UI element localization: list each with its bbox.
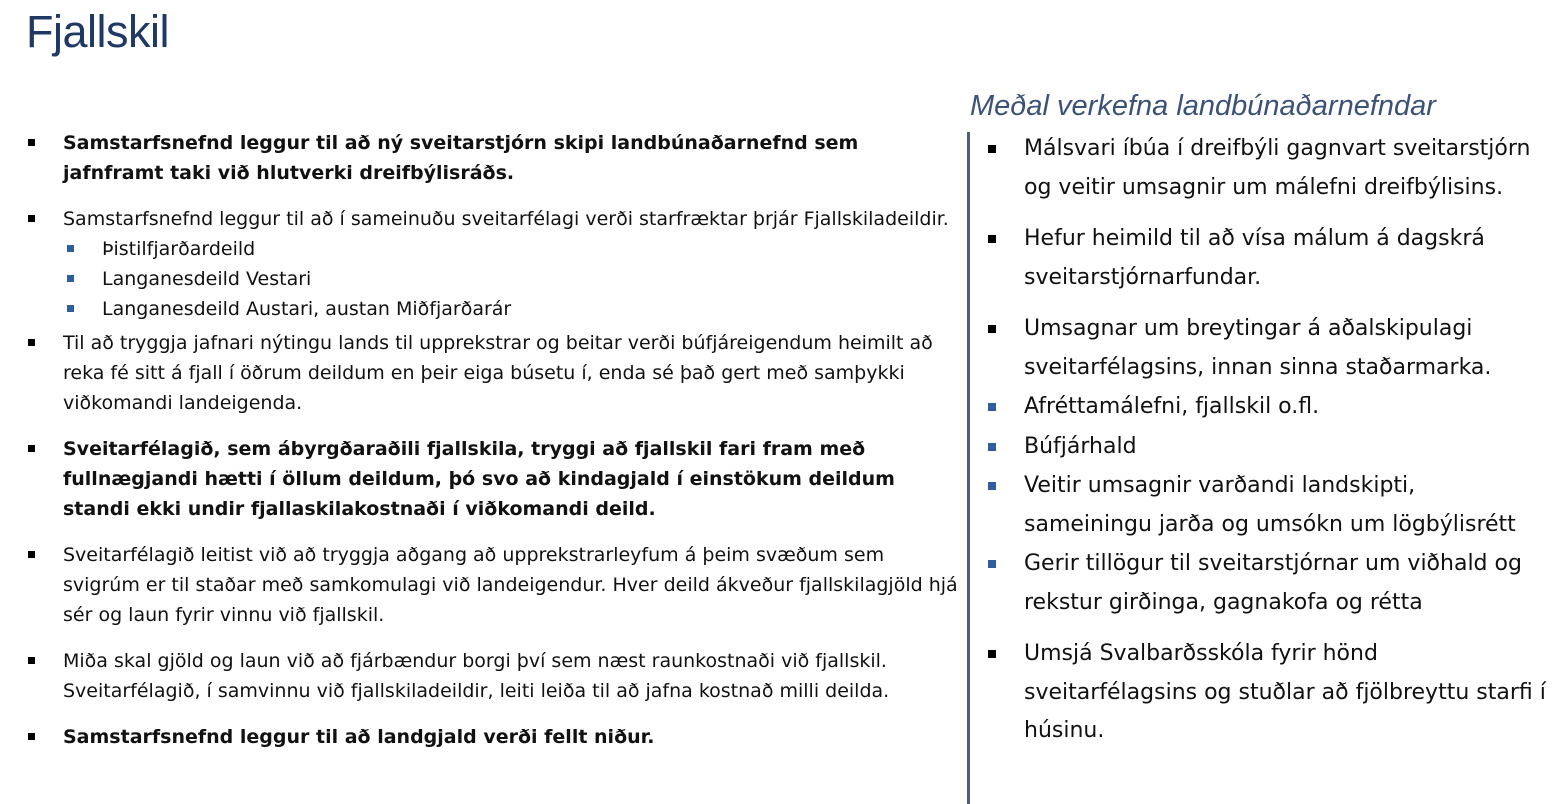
list-item-text: Umsjá Svalbarðsskóla fyrir hönd sveitarfélagsins og stuðlar að fjölbreyttu starfi í húsinu. <box>1024 641 1546 743</box>
vertical-divider <box>967 132 970 804</box>
slide-title: Fjallskil <box>26 6 170 57</box>
list-item <box>28 540 958 630</box>
square-bullet-icon <box>28 551 35 558</box>
list-item-text: Miða skal gjöld og laun við að fjárbændur borgi því sem næst raunkostnaði við fjallskil. Sveitarfélagið, í samvinnu við fjallskiladeildir, leiti leiða til að jafna kostnað milli deilda. <box>63 650 890 702</box>
square-bullet-icon <box>67 305 74 312</box>
square-bullet-icon <box>988 482 996 490</box>
list-item <box>988 635 1548 751</box>
right-column <box>988 130 1548 764</box>
square-bullet-icon <box>988 403 996 411</box>
square-bullet-icon <box>28 339 35 346</box>
list-item-text: Sveitarfélagið, sem ábyrgðaraðili fjallskila, tryggi að fjallskil fari fram með fullnægjandi hætti í öllum deildum, þó svo að kindagjald í einstökum deildum standi ekki undir fjallaskilakostnaði í viðkomandi deild. <box>63 438 895 520</box>
square-bullet-icon <box>28 657 35 664</box>
list-item <box>988 388 1548 427</box>
list-item-text: Samstarfsnefnd leggur til að ný sveitarstjórn skipi landbúnaðarnefnd sem jafnframt taki við hlutverki dreifbýlisráðs. <box>63 132 859 184</box>
list-item-text: Hefur heimild til að vísa málum á dagskrá sveitarstjórnarfundar. <box>1024 226 1485 290</box>
sub-list-item-text: Þistilfjarðardeild <box>102 238 256 260</box>
square-bullet-icon <box>988 650 996 658</box>
square-bullet-icon <box>988 235 996 243</box>
list-item-text: Sveitarfélagið leitist við að tryggja aðgang að upprekstrarleyfum á þeim svæðum sem svigrúm er til staðar með samkomulagi við landeigendur. Hver deild ákveður fjallskilagjöld hjá sér og laun fyrir vinnu við fjallskil. <box>63 544 958 626</box>
list-item <box>988 467 1548 544</box>
square-bullet-icon <box>988 560 996 568</box>
square-bullet-icon <box>67 245 74 252</box>
square-bullet-icon <box>988 145 996 153</box>
square-bullet-icon <box>28 445 35 452</box>
sub-list-item <box>63 264 958 294</box>
list-item <box>988 130 1548 207</box>
list-item-text: Afréttamálefni, fjallskil o.fl. <box>1024 394 1320 419</box>
list-item <box>988 545 1548 622</box>
list-item-text: Samstarfsnefnd leggur til að í sameinuðu sveitarfélagi verði starfræktar þrjár Fjallskiladeildir. <box>63 208 949 230</box>
right-column-title: Meðal verkefna landbúnaðarnefndar <box>970 90 1436 122</box>
list-item-text: Samstarfsnefnd leggur til að landgjald verði fellt niður. <box>63 726 655 748</box>
list-item <box>28 328 958 418</box>
list-item-text: Umsagnar um breytingar á aðalskipulagi sveitarfélagsins, innan sinna staðarmarka. <box>1024 316 1492 380</box>
list-item-text: Búfjárhald <box>1024 433 1137 459</box>
left-column <box>28 128 958 768</box>
list-item <box>28 434 958 524</box>
sub-list-item <box>63 294 958 324</box>
list-item-text: Gerir tillögur til sveitarstjórnar um viðhald og rekstur girðinga, gagnakofa og rétta <box>1024 551 1522 615</box>
right-bullet-list <box>988 130 1548 751</box>
list-item-text: Veitir umsagnir varðandi landskipti, sameiningu jarða og umsókn um lögbýlisrétt <box>1024 473 1516 537</box>
square-bullet-icon <box>28 139 35 146</box>
list-item <box>988 220 1548 297</box>
sub-list-item-text: Langanesdeild Austari, austan Miðfjarðarár <box>102 298 512 320</box>
list-item <box>28 646 958 706</box>
square-bullet-icon <box>988 443 996 451</box>
list-item <box>28 128 958 188</box>
square-bullet-icon <box>67 275 74 282</box>
list-item-text: Til að tryggja jafnari nýtingu lands til upprekstrar og beitar verði búfjáreigendum heimilt að reka fé sitt á fjall í öðrum deildum en þeir eiga búsetu í, enda sé það gert með samþykki viðkomandi landeigenda. <box>63 332 933 414</box>
left-bullet-list <box>28 128 958 752</box>
sub-list-item-text: Langanesdeild Vestari <box>102 268 312 290</box>
list-item <box>988 310 1548 387</box>
list-item <box>988 428 1548 467</box>
square-bullet-icon <box>988 325 996 333</box>
square-bullet-icon <box>28 733 35 740</box>
sub-list-item <box>63 234 958 264</box>
square-bullet-icon <box>28 215 35 222</box>
list-item-text: Málsvari íbúa í dreifbýli gagnvart sveitarstjórn og veitir umsagnir um málefni dreifbýlisins. <box>1024 136 1531 200</box>
sub-bullet-list <box>63 234 958 324</box>
list-item <box>28 204 958 324</box>
list-item <box>28 722 958 752</box>
